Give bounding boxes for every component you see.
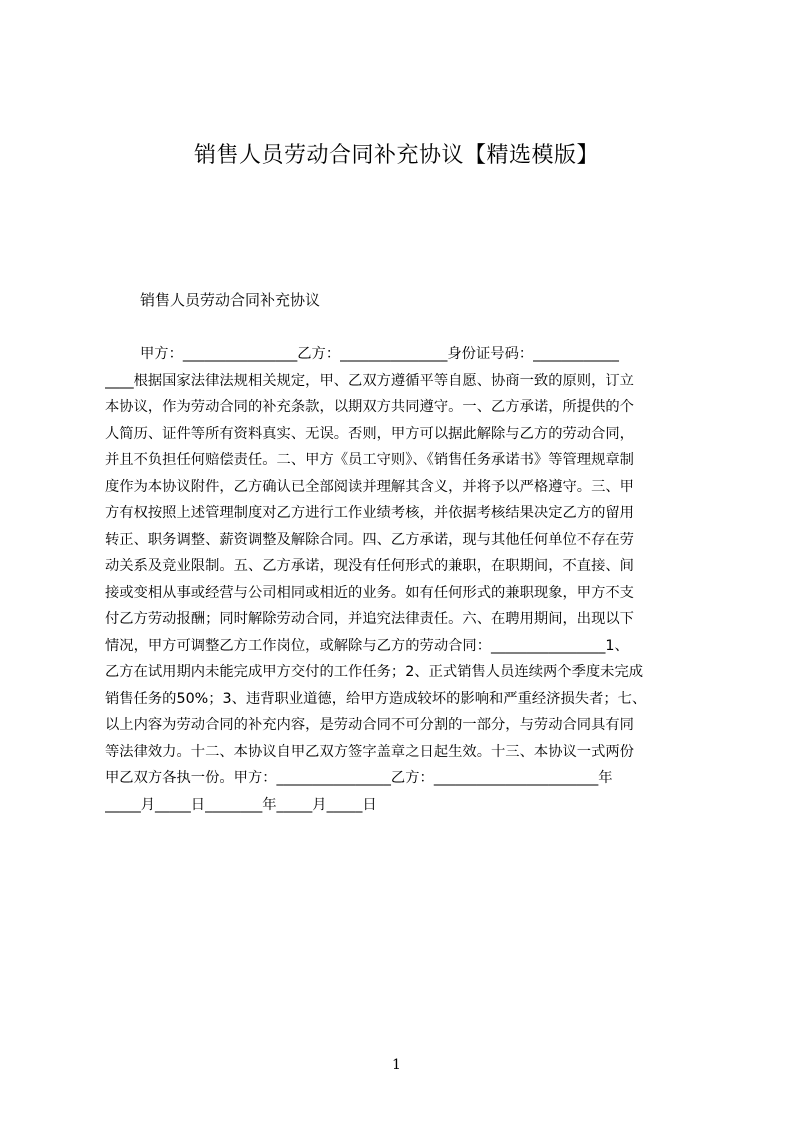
body-line: 等法律效力。十二、本协议自甲乙双方签字盖章之日起生效。十三、本协议一式两份 bbox=[105, 743, 634, 760]
body-line: 人简历、证件等所有资料真实、无误。否则，甲方可以据此解除与乙方的劳动合同， bbox=[105, 425, 634, 442]
body-line: _____月_____日________年_____月_____日 bbox=[105, 796, 377, 813]
body-line: 接或变相从事或经营与公司相同或相近的业务。如有任何形式的兼职现象，甲方不支 bbox=[105, 584, 634, 601]
document-body bbox=[105, 341, 700, 818]
body-line: 甲方：________________乙方：_______________身份证号码：____________ bbox=[140, 346, 619, 362]
body-line: 以上内容为劳动合同的补充内容，是劳动合同不可分割的一部分，与劳动合同具有同 bbox=[105, 717, 634, 733]
body-line: 甲乙双方各执一份。甲方：________________乙方：_______________________年 bbox=[105, 770, 613, 786]
body-line: 转正、职务调整、薪资调整及解除合同。四、乙方承诺，现与其他任何单位不存在劳 bbox=[105, 531, 634, 548]
body-line: 销售任务的50%；3、违背职业道德，给甲方造成较坏的影响和严重经济损失者；七、 bbox=[105, 690, 647, 707]
body-line: 动关系及竞业限制。五、乙方承诺，现没有任何形式的兼职，在职期间，不直接、间 bbox=[105, 558, 634, 574]
body-line: 乙方在试用期内未能完成甲方交付的工作任务；2、正式销售人员连续两个季度未完成 bbox=[105, 664, 644, 680]
body-line: ____根据国家法律法规相关规定，甲、乙双方遵循平等自愿、协商一致的原则，订立 bbox=[105, 372, 634, 389]
body-line: 并且不负担任何赔偿责任。二、甲方《员工守则》、《销售任务承诺书》等管理规章制 bbox=[105, 452, 634, 468]
document-title: 销售人员劳动合同补充协议【精选模版】 bbox=[193, 143, 599, 168]
document-subtitle: 销售人员劳动合同补充协议 bbox=[140, 291, 321, 309]
body-line: 本协议，作为劳动合同的补充条款，以期双方共同遵守。一、乙方承诺，所提供的个 bbox=[105, 399, 634, 415]
body-line: 方有权按照上述管理制度对乙方进行工作业绩考核，并依据考核结果决定乙方的留用 bbox=[105, 505, 634, 521]
page-number: 1 bbox=[392, 1057, 401, 1073]
body-line: 付乙方劳动报酬；同时解除劳动合同，并追究法律责任。六、在聘用期间，出现以下 bbox=[105, 611, 634, 627]
body-line: 情况，甲方可调整乙方工作岗位，或解除与乙方的劳动合同：________________1、 bbox=[105, 637, 629, 654]
body-line: 度作为本协议附件，乙方确认已全部阅读并理解其含义，并将予以严格遵守。三、甲 bbox=[105, 478, 634, 495]
